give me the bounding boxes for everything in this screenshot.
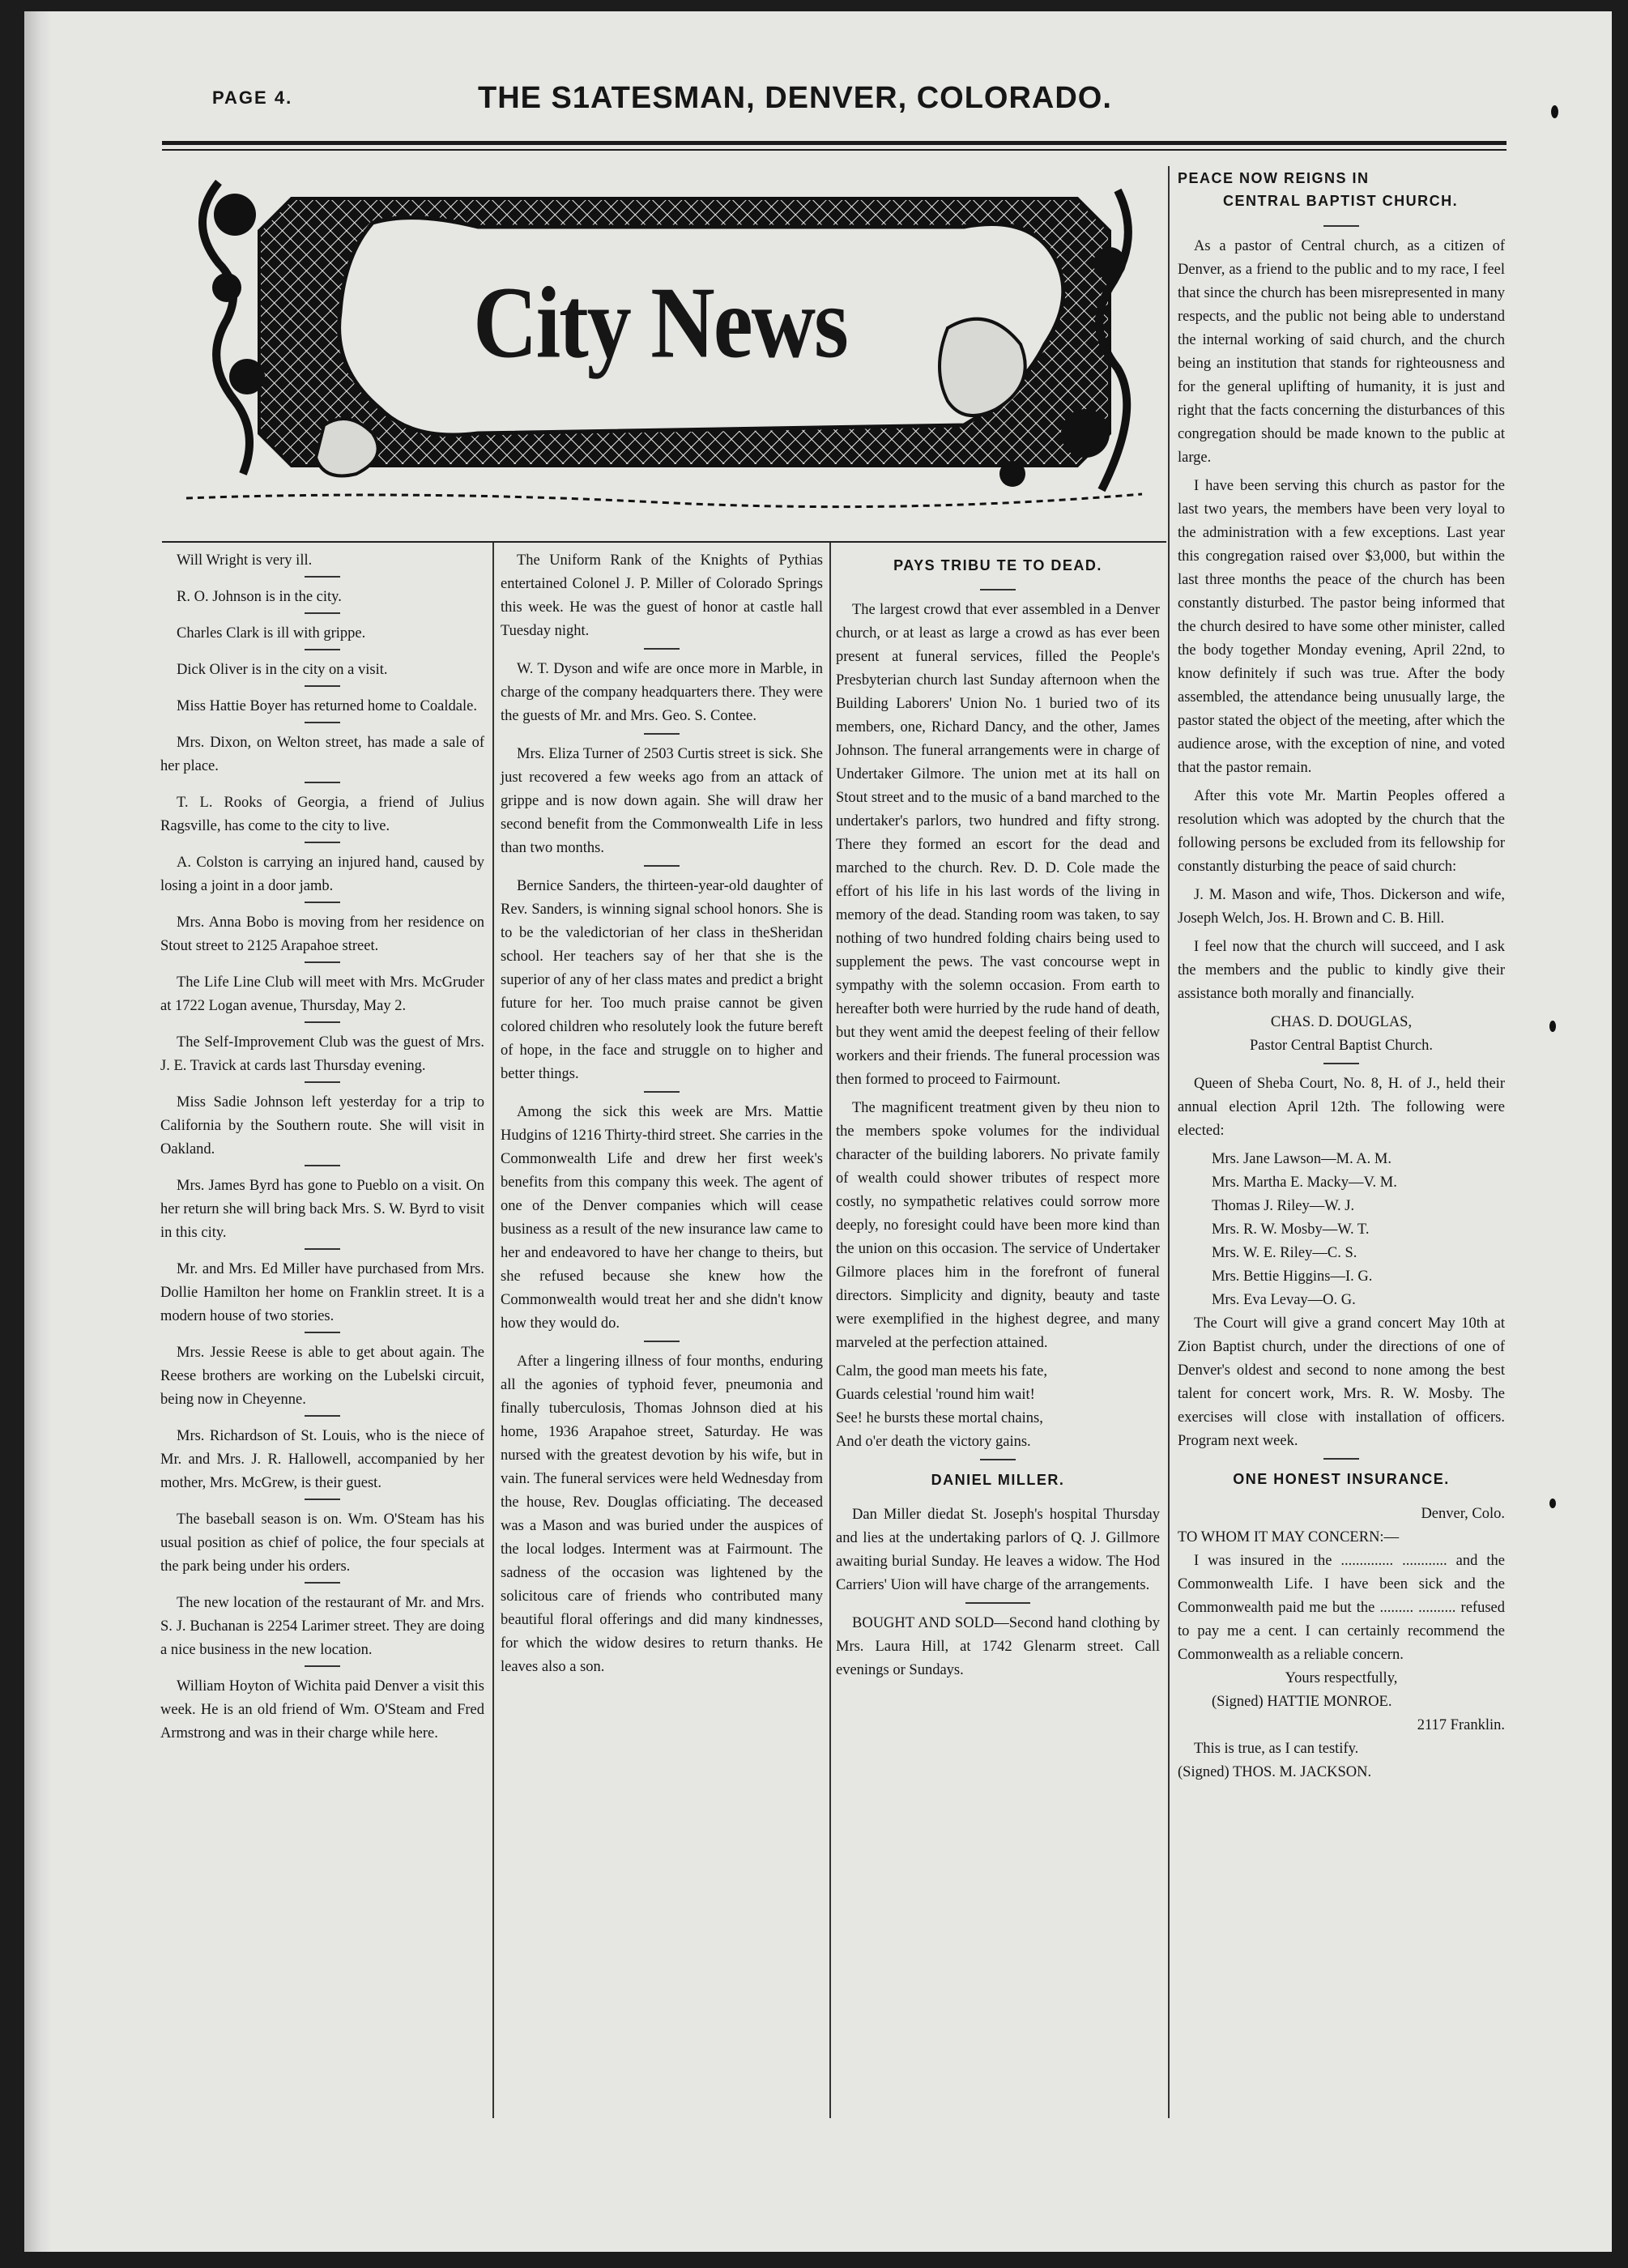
news-brief: Mrs. Richardson of St. Louis, who is the niece of Mr. and Mrs. J. R. Hallowell, accompanied by her mother, Mrs. McGrew, is their guest. bbox=[160, 1428, 484, 1491]
separator bbox=[305, 685, 340, 687]
news-brief: Mrs. Jessie Reese is able to get about again. The Reese brothers are working on the Lubelski circuit, being now in Cheyenne. bbox=[160, 1345, 484, 1408]
news-brief: Mr. and Mrs. Ed Miller have purchased from Mrs. Dollie Hamilton her home on Franklin street. It is a modern house of two stories. bbox=[160, 1261, 484, 1324]
verse-line: And o'er death the victory gains. bbox=[836, 1434, 1031, 1450]
separator bbox=[1323, 225, 1359, 227]
separator bbox=[644, 648, 680, 650]
separator bbox=[965, 1602, 1030, 1604]
verse-line: Calm, the good man meets his fate, bbox=[836, 1363, 1047, 1379]
separator bbox=[305, 1248, 340, 1250]
news-brief: Charles Clark is ill with grippe. bbox=[177, 625, 366, 642]
article-paragraph: The Court will give a grand concert May 10th at Zion Baptist church, under the directions of one of Denver's oldest and second to none among the best talent for concert work, Mrs. R. W. Mosby. The exercises will close with installation of officers. Program next week. bbox=[1178, 1315, 1505, 1449]
officer-entry: Mrs. Eva Levay—O. G. bbox=[1212, 1292, 1356, 1308]
separator bbox=[305, 649, 340, 650]
separator bbox=[305, 1498, 340, 1500]
news-brief: Will Wright is very ill. bbox=[177, 552, 313, 569]
binding-mark bbox=[1549, 1498, 1556, 1508]
separator bbox=[305, 782, 340, 783]
separator bbox=[305, 1582, 340, 1584]
heading-line: PEACE NOW REIGNS IN bbox=[1178, 170, 1370, 186]
separator bbox=[644, 1341, 680, 1342]
column-rule bbox=[829, 543, 831, 2118]
separator bbox=[980, 1459, 1016, 1460]
article-heading: DANIEL MILLER. bbox=[931, 1472, 1065, 1488]
verse-line: See! he bursts these mortal chains, bbox=[836, 1410, 1043, 1426]
article-paragraph: As a pastor of Central church, as a citizen of Denver, as a friend to the public and to my race, I feel that since the church has been misrepresented in many respects, and the public not being able to understand the internal working of said church, and the church being an institution that stands for righteousness and for the general uplifting of humanity, it is just and right that the facts concerning the disturbances of this congregation should be made known to the public at large. bbox=[1178, 238, 1505, 466]
news-brief: Miss Sadie Johnson left yesterday for a trip to California by the Southern route. She will visit in Oakland. bbox=[160, 1094, 484, 1157]
letter-salutation: TO WHOM IT MAY CONCERN:— bbox=[1178, 1529, 1400, 1545]
separator bbox=[980, 589, 1016, 590]
column-rule bbox=[1168, 166, 1170, 2118]
separator bbox=[305, 722, 340, 723]
separator bbox=[305, 1415, 340, 1417]
officer-entry: Thomas J. Riley—W. J. bbox=[1212, 1198, 1355, 1214]
separator bbox=[305, 1332, 340, 1333]
signature-name: CHAS. D. DOUGLAS, bbox=[1270, 1014, 1413, 1030]
separator bbox=[305, 612, 340, 614]
article-paragraph: The magnificent treatment given by theu nion to the members spoke volumes for the individual character of the building laborers. No private family of wealth could shower tributes of respect more costly, no sympathetic relatives could sorrow more deeply, no foresight could have been more kind than the union on this occasion. The service of Undertaker Gilmore places him in the forefront of funeral directors. Simplicity and dignity, beauty and taste were exemplified in the highest degree, and many marveled at the perfection attained. bbox=[836, 1100, 1160, 1351]
column-local-items bbox=[501, 549, 823, 1684]
letter-attest: This is true, as I can testify. bbox=[1194, 1741, 1359, 1757]
article-paragraph: J. M. Mason and wife, Thos. Dickerson and wife, Joseph Welch, Jos. H. Brown and C. B. Hill. bbox=[1178, 887, 1505, 927]
article-paragraph: The largest crowd that ever assembled in a Denver church, or at least as large a crowd as has ever been present at funeral services, filled the People's Presbyterian church last Sunday afternoon when the Building Laborers' Union No. 1 buried two of its members, one, Richard Dancy, and the other, James Johnson. The funeral arrangements were in charge of Undertaker Gilmore. The union met at its hall on Stout street and to the music of a band marched to the undertaker's parlors, two hundred and fifty strong. There they formed an escort for the dead and marched to the church. Rev. D. D. Cole made the effort of his life in his last words of the living in memory of the dead. Standing room was taken, to say nothing of two hundred folding chairs being used to supplement the pews. The vast concourse wept in sympathy with the solemn occasion. From earth to hereafter both were hurried by the rude hand of death, but they went amid the deepest feeling of their fellow workers and their friends. The funeral procession was then formed to proceed to Fairmount. bbox=[836, 602, 1160, 1088]
masthead-rule-thin bbox=[162, 149, 1507, 151]
letter-signature: (Signed) HATTIE MONROE. bbox=[1212, 1694, 1392, 1710]
article-paragraph: I have been serving this church as pastor for the last two years, the members have been very loyal to the administration with a few exceptions. Last year this congregation raised over $3,000, but within the last three months the peace of the church has been constantly disturbed. The pastor being informed that the church desired to have some other minister, called the body together Monday evening, April 22nd, to know definitely if such was true. After the body assembled, the attendance being unusually large, the pastor stated the object of the meeting, after which the audience arose, with the exception of nine, and voted that the pastor remain. bbox=[1178, 478, 1505, 776]
page-number: PAGE 4. bbox=[212, 87, 293, 108]
news-brief: A. Colston is carrying an injured hand, caused by losing a joint in a door jamb. bbox=[160, 855, 484, 894]
page-edge bbox=[24, 11, 52, 2252]
verse-line: Guards celestial 'round him wait! bbox=[836, 1387, 1035, 1403]
column-church bbox=[1178, 167, 1505, 1784]
news-brief: Mrs. James Byrd has gone to Pueblo on a visit. On her return she will bring back Mrs. S. W. Byrd to visit in this city. bbox=[160, 1178, 484, 1241]
letter-address: 2117 Franklin. bbox=[1417, 1717, 1505, 1733]
article-paragraph: Queen of Sheba Court, No. 8, H. of J., held their annual election April 12th. The following were elected: bbox=[1178, 1076, 1505, 1139]
article-heading: PAYS TRIBU TE TO DEAD. bbox=[893, 557, 1102, 573]
news-item: After a lingering illness of four months, enduring all the agonies of typhoid fever, pneumonia and finally tuberculosis, Thomas Johnson died at his home, 1936 Arapahoe street, Saturday. He was nursed with the greatest devotion by his wife, but in vain. The funeral services were held Wednesday from the house, Rev. Douglas officiating. The deceased was a Mason and was buried under the auspices of the local lodges. Interment was at Fairmount. The sadness of the occasion was lightened by the solicitous care of friends who contributed many beautiful floral offerings and did many kindnesses, for which the widow desires to return thanks. He leaves also a son. bbox=[501, 1354, 823, 1675]
separator bbox=[305, 842, 340, 843]
news-item: Mrs. Eliza Turner of 2503 Curtis street is sick. She just recovered a few weeks ago from an attack of grippe and is now down again. She will draw her second benefit from the Commonwealth Life in less than two months. bbox=[501, 746, 823, 856]
officer-entry: Mrs. Jane Lawson—M. A. M. bbox=[1212, 1151, 1391, 1167]
news-item: Bernice Sanders, the thirteen-year-old daughter of Rev. Sanders, is winning signal school honors. She is to be the valedictorian of her class in theSheridan school. Her teachers say of her that she is the superior of any of her class mates and predict a bright future for her. Too much praise cannot be given colored children who resolutely look the future bereft of hope, in the face and struggle on to higher and better things. bbox=[501, 878, 823, 1082]
heading-line: CENTRAL BAPTIST CHURCH. bbox=[1223, 193, 1459, 209]
banner-rule bbox=[162, 541, 1166, 543]
binding-mark bbox=[1551, 105, 1558, 118]
news-brief: Miss Hattie Boyer has returned home to Coaldale. bbox=[177, 698, 477, 714]
separator bbox=[644, 865, 680, 867]
news-brief: R. O. Johnson is in the city. bbox=[177, 589, 342, 605]
separator bbox=[1323, 1458, 1359, 1460]
article-heading bbox=[1178, 167, 1505, 212]
news-brief: The Self-Improvement Club was the guest of Mrs. J. E. Travick at cards last Thursday evening. bbox=[160, 1034, 484, 1074]
column-city-briefs bbox=[160, 549, 484, 1749]
officer-entry: Mrs. R. W. Mosby—W. T. bbox=[1212, 1221, 1370, 1238]
masthead-rule bbox=[162, 141, 1507, 145]
separator bbox=[305, 576, 340, 578]
masthead: THE S1ATESMAN, DENVER, COLORADO. bbox=[478, 81, 1112, 115]
article-heading: ONE HONEST INSURANCE. bbox=[1233, 1471, 1450, 1487]
city-news-banner bbox=[170, 166, 1150, 518]
column-tribute bbox=[836, 551, 1160, 1687]
news-brief: William Hoyton of Wichita paid Denver a visit this week. He is an old friend of Wm. O'Steam and Fred Armstrong and was in their charge while here. bbox=[160, 1678, 484, 1742]
letter-signature: (Signed) THOS. M. JACKSON. bbox=[1178, 1764, 1372, 1780]
signature-title: Pastor Central Baptist Church. bbox=[1249, 1038, 1434, 1054]
article-paragraph: Dan Miller diedat St. Joseph's hospital Thursday and lies at the undertaking parlors of Q. J. Gillmore awaiting burial Sunday. He leaves a widow. The Hod Carriers' Uion will have charge of the arrangements. bbox=[836, 1507, 1160, 1593]
news-brief: The Life Line Club will meet with Mrs. McGruder at 1722 Logan avenue, Thursday, May 2. bbox=[160, 974, 484, 1014]
news-brief: Mrs. Anna Bobo is moving from her residence on Stout street to 2125 Arapahoe street. bbox=[160, 914, 484, 954]
officer-entry: Mrs. W. E. Riley—C. S. bbox=[1212, 1245, 1357, 1261]
classified-ad: BOUGHT AND SOLD—Second hand clothing by Mrs. Laura Hill, at 1742 Glenarm street. Call evenings or Sundays. bbox=[836, 1615, 1160, 1678]
separator bbox=[644, 1091, 680, 1093]
separator bbox=[305, 902, 340, 903]
separator bbox=[305, 961, 340, 963]
news-brief: The baseball season is on. Wm. O'Steam has his usual position as chief of police, the four specials at the park being under his orders. bbox=[160, 1511, 484, 1575]
news-item: Among the sick this week are Mrs. Mattie Hudgins of 1216 Thirty-third street. She carries in the Commonwealth Life and drew her first week's benefits from this company this week. The agent of one of the Denver companies which will cease business as a result of the new insurance law came to her and endeavored to have her change to theirs, but she refused because she knew how the Commonwealth would treat her and she didn't know how they would do. bbox=[501, 1104, 823, 1332]
news-item: W. T. Dyson and wife are once more in Marble, in charge of the company headquarters there. They were the guests of Mr. and Mrs. Geo. S. Contee. bbox=[501, 661, 823, 724]
officer-entry: Mrs. Martha E. Macky—V. M. bbox=[1212, 1174, 1397, 1191]
article-paragraph: I feel now that the church will succeed, and I ask the members and the public to kindly give their assistance both morally and financially. bbox=[1178, 939, 1505, 1002]
binding-mark bbox=[1549, 1021, 1556, 1032]
news-brief: Mrs. Dixon, on Welton street, has made a sale of her place. bbox=[160, 735, 484, 774]
separator bbox=[305, 1165, 340, 1166]
separator bbox=[305, 1081, 340, 1083]
news-item: The Uniform Rank of the Knights of Pythias entertained Colonel J. P. Miller of Colorado Springs this week. He was the guest of honor at castle hall Tuesday night. bbox=[501, 552, 823, 639]
letter-body: I was insured in the .............. ............ and the Commonwealth Life. I have been sick and the Commonwealth paid me but the ......... .......... refused to pay me a cent. I can certainly recommend the Commonwealth as a reliable concern. bbox=[1178, 1553, 1505, 1663]
column-rule bbox=[492, 543, 494, 2118]
separator bbox=[644, 733, 680, 735]
separator bbox=[305, 1021, 340, 1023]
article-paragraph: After this vote Mr. Martin Peoples offered a resolution which was adopted by the church that the following persons be excluded from its fellowship for constantly disturbing the peace of said church: bbox=[1178, 788, 1505, 875]
news-brief: T. L. Rooks of Georgia, a friend of Julius Ragsville, has come to the city to live. bbox=[160, 795, 484, 834]
news-brief: The new location of the restaurant of Mr. and Mrs. S. J. Buchanan is 2254 Larimer street. They are doing a nice business in the new location. bbox=[160, 1595, 484, 1658]
banner-title: City News bbox=[473, 265, 847, 380]
letter-place: Denver, Colo. bbox=[1421, 1506, 1505, 1522]
separator bbox=[305, 1665, 340, 1667]
separator bbox=[1323, 1063, 1359, 1064]
news-brief: Dick Oliver is in the city on a visit. bbox=[177, 662, 388, 678]
letter-close: Yours respectfully, bbox=[1285, 1670, 1398, 1686]
officer-entry: Mrs. Bettie Higgins—I. G. bbox=[1212, 1268, 1373, 1285]
